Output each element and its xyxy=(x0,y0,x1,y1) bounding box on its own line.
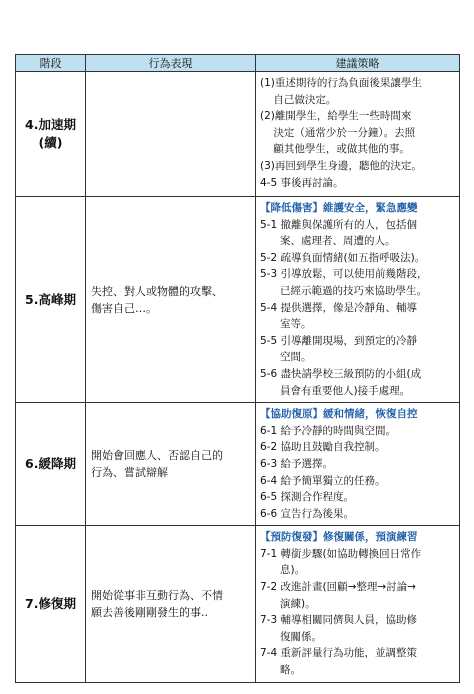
strategy-cell xyxy=(256,403,460,526)
table-row xyxy=(16,526,460,682)
strategy-item: 6-1 給予冷靜的時間與空間。 xyxy=(260,424,396,437)
strategy-item: 決定（通常少於一分鐘）。去照 xyxy=(260,126,416,139)
strategy-item: 7-1 轉銜步驟(如協助轉換回日常作 xyxy=(260,547,422,560)
behavior-text: 開始會回應人、否認自己的 xyxy=(91,449,223,463)
strategy-item: 6-4 給予簡單獨立的任務。 xyxy=(260,474,386,487)
strategy-item: 已經示範過的技巧來協助學生。 xyxy=(260,284,428,297)
strategy-item: 室等。 xyxy=(260,318,312,331)
header-strategy: 建議策略 xyxy=(256,55,460,72)
behavior-text: 開始從事非互動行為、不情 xyxy=(91,588,223,602)
strategy-item: 6-5 探測合作程度。 xyxy=(260,491,354,504)
header-row xyxy=(16,55,460,72)
stage-label: 5.高峰期 xyxy=(25,291,76,307)
table-row xyxy=(16,197,460,403)
strategy-item: 員會有重要他人)接手處理。 xyxy=(260,384,411,397)
stage-cell xyxy=(16,72,86,197)
table-row xyxy=(16,72,460,197)
behavior-text: 傷害自己…。 xyxy=(91,301,157,315)
strategy-item: (1)重述期待的行為負面後果讓學生 xyxy=(260,77,422,89)
strategy-item: 復關係。 xyxy=(260,630,323,643)
strategy-item: 自己做決定。 xyxy=(260,93,337,106)
behavior-text: 行為、嘗試辯解 xyxy=(91,466,168,480)
strategy-heading: 【協助復原】緩和情緒，恢復自控 xyxy=(260,408,418,421)
header-behavior: 行為表現 xyxy=(86,55,256,72)
stage-cell xyxy=(16,526,86,682)
strategy-item: 演練)。 xyxy=(260,597,316,610)
strategy-item: 案、處理者、周遭的人。 xyxy=(260,235,396,248)
strategy-item: 6-3 給予選擇。 xyxy=(260,457,333,470)
strategy-item: 5-4 提供選擇，像是冷靜角、輔導 xyxy=(260,301,417,314)
behavior-text: 失控、對人或物體的攻擊、 xyxy=(91,284,223,298)
strategy-cell xyxy=(256,526,460,682)
strategy-item: 7-2 改進計畫(回顧→整理→討論→ xyxy=(260,581,416,594)
strategy-item: 6-6 宣告行為後果。 xyxy=(260,507,354,520)
strategy-item: 5-2 疏導負面情緒(如五指呼吸法)。 xyxy=(260,251,426,264)
strategy-item: 5-3 引導放鬆，可以使用前幾階段， xyxy=(260,268,428,281)
strategy-item: 4-5 事後再討論。 xyxy=(260,176,344,189)
strategy-item: 7-4 重新評量行為功能，並調整策 xyxy=(260,647,417,660)
behavior-cell xyxy=(86,72,256,197)
strategy-item: 5-1 撤離與保護所有的人，包括個 xyxy=(260,218,417,231)
behavior-text: 願去善後剛剛發生的事.. xyxy=(91,605,208,619)
stage-cell xyxy=(16,403,86,526)
stage-label: (續) xyxy=(38,135,63,150)
strategy-heading: 【預防復發】修復關係，預演練習 xyxy=(260,531,418,544)
strategy-item: 顧其他學生，或做其他的事。 xyxy=(260,143,410,156)
strategy-table xyxy=(15,54,460,683)
strategy-item: 5-6 盡快請學校三級預防的小組(成 xyxy=(260,367,422,380)
strategy-cell xyxy=(256,197,460,403)
strategy-item: 6-2 協助且鼓勵自我控制。 xyxy=(260,441,386,454)
strategy-item: 5-5 引導離開現場，到預定的冷靜 xyxy=(260,334,417,347)
header-stage: 階段 xyxy=(16,55,86,72)
strategy-cell xyxy=(256,72,460,197)
strategy-item: (2)離開學生，給學生一些時間來 xyxy=(260,110,412,123)
stage-label: 6.緩降期 xyxy=(25,456,76,472)
behavior-cell xyxy=(86,526,256,682)
strategy-item: 息)。 xyxy=(260,564,306,577)
strategy-item: 略。 xyxy=(260,664,302,677)
stage-label: 4.加速期 xyxy=(25,117,76,132)
behavior-cell xyxy=(86,403,256,526)
strategy-item: 空間。 xyxy=(260,351,312,364)
strategy-heading: 【降低傷害】維護安全，緊急應變 xyxy=(260,202,418,214)
stage-label: 7.修復期 xyxy=(25,595,76,611)
table-row xyxy=(16,403,460,526)
behavior-cell xyxy=(86,197,256,403)
strategy-item: (3)再回到學生身邊，聽他的決定。 xyxy=(260,159,422,172)
stage-cell xyxy=(16,197,86,403)
strategy-item: 7-3 輔導相關同儕與人員，協助修 xyxy=(260,614,417,627)
